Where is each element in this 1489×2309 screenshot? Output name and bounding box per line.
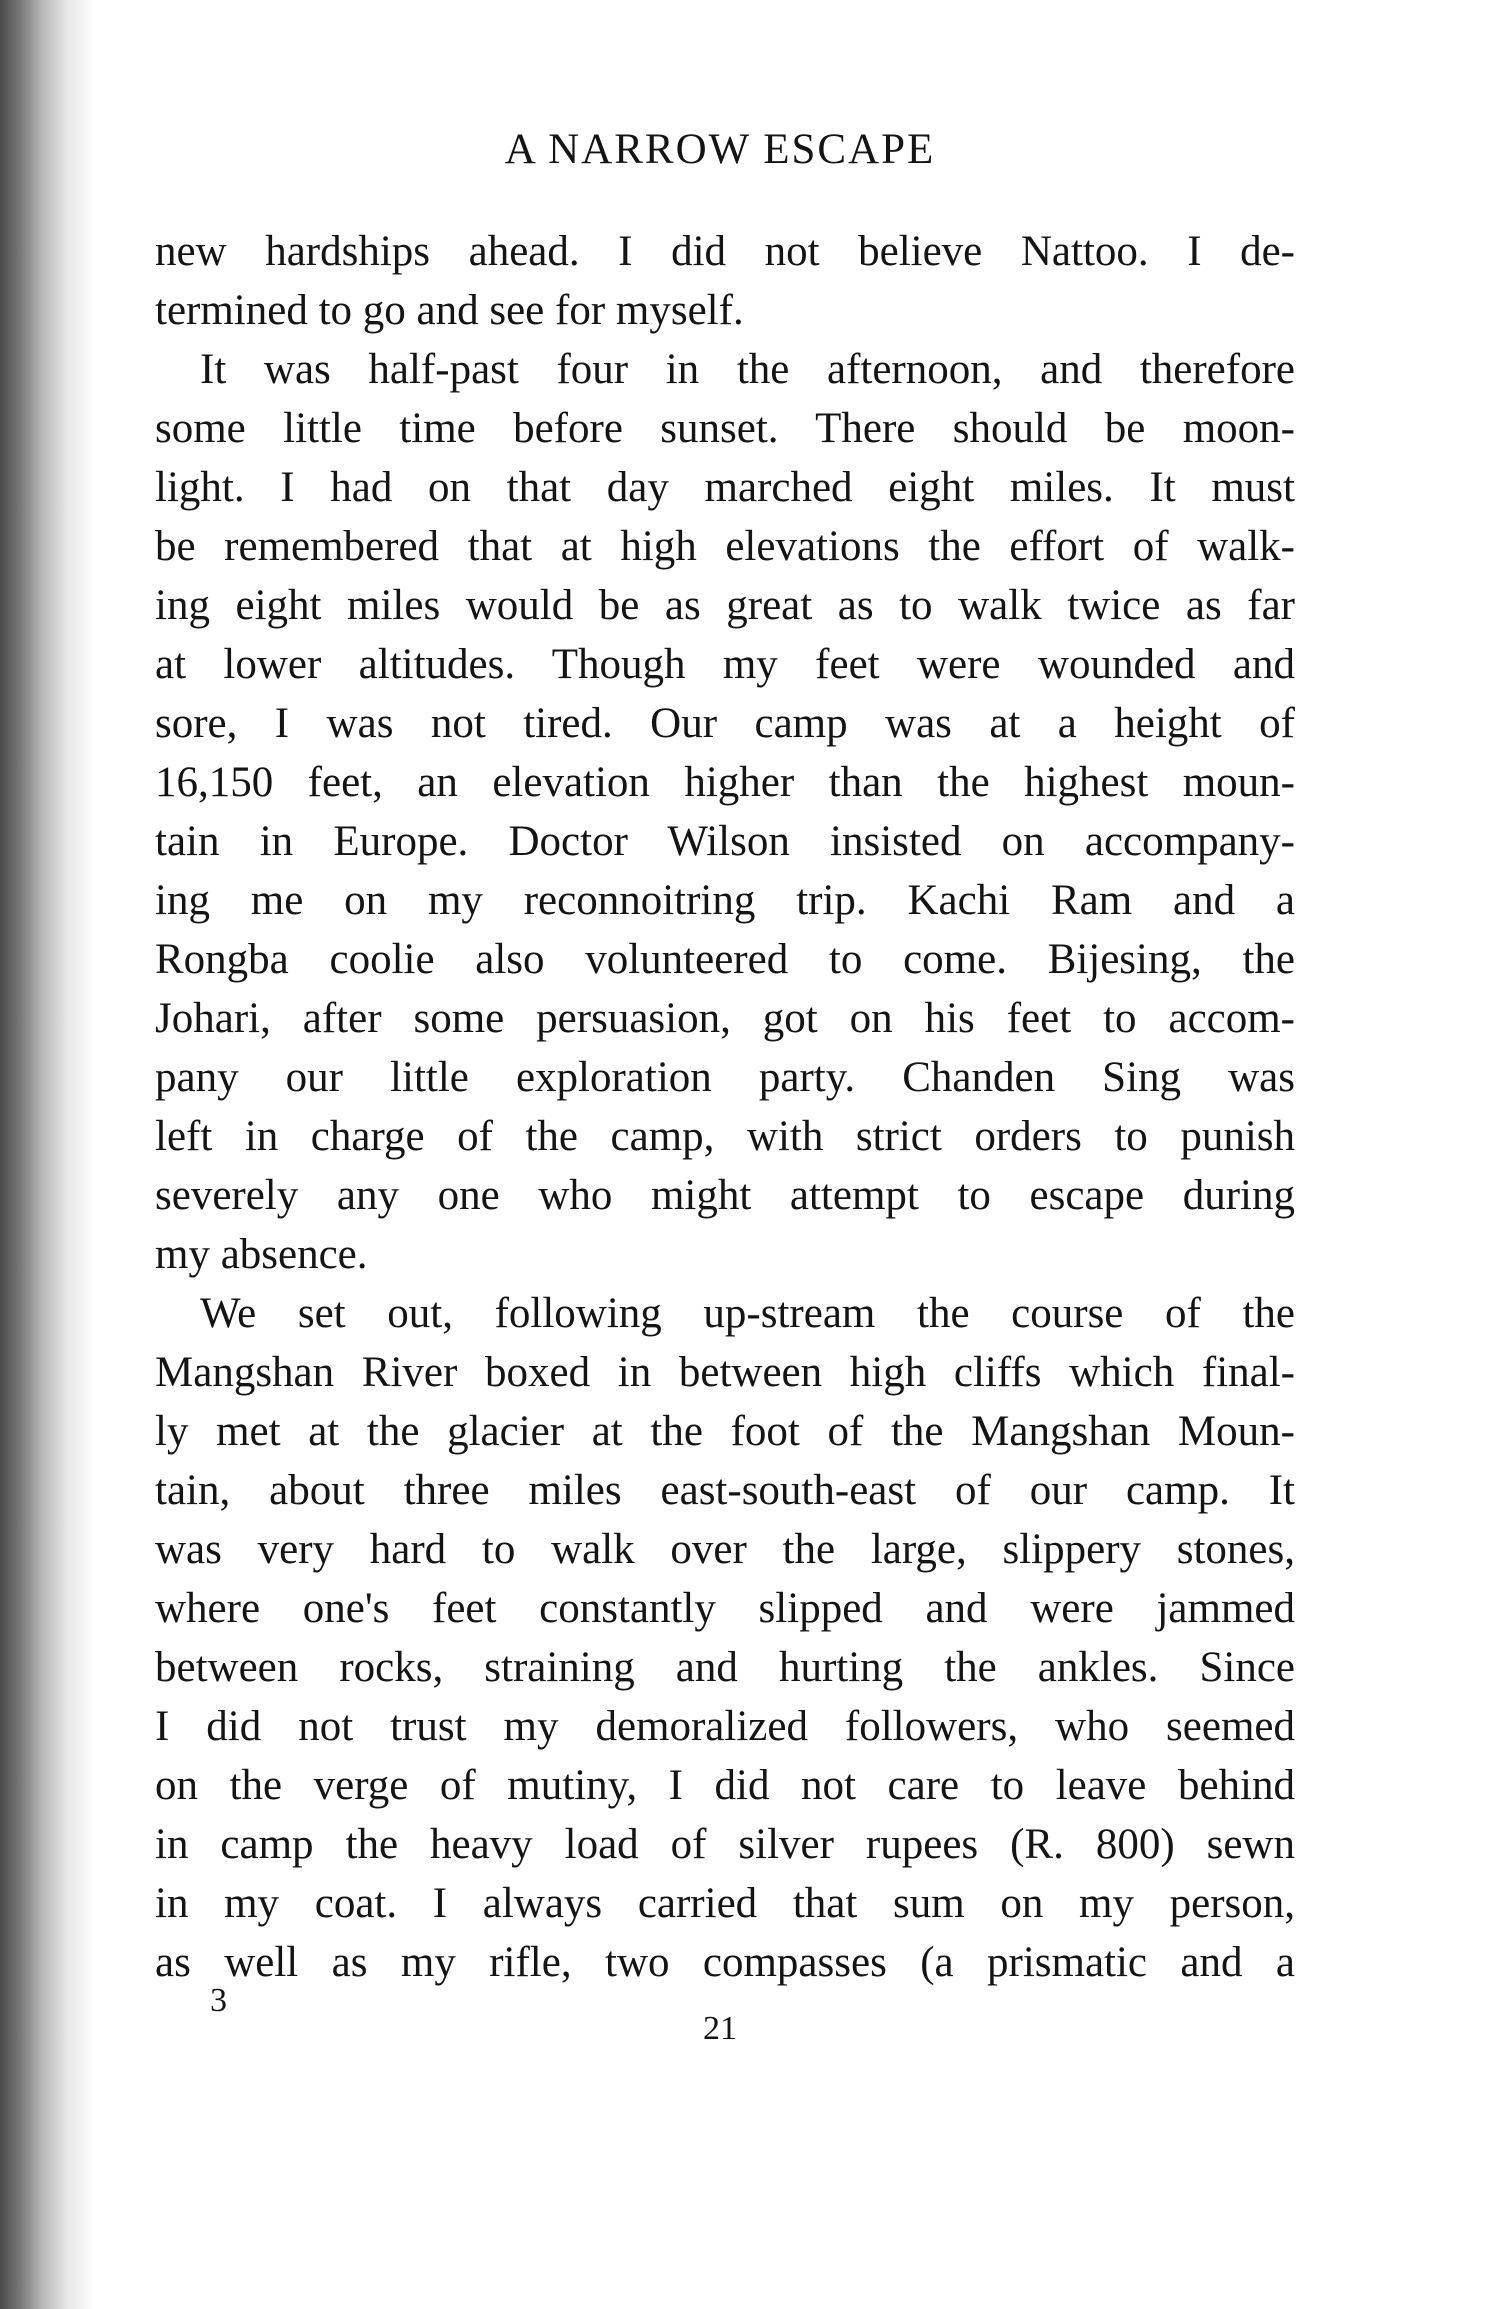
text-line: It was half-past four in the afternoon, and therefore [200, 346, 1295, 393]
text-line: in my coat. I always carried that sum on my person, [155, 1880, 1295, 1927]
running-header: A NARROW ESCAPE [504, 126, 936, 173]
text-line: be remembered that at high elevations the effort of walk- [155, 523, 1295, 570]
text-line: Johari, after some persuasion, got on his feet to accom- [155, 995, 1295, 1042]
text-line: I did not trust my demoralized followers, who seemed [155, 1703, 1295, 1750]
text-line: Rongba coolie also volunteered to come. Bijesing, the [155, 936, 1295, 983]
signature-mark: 3 [210, 1982, 227, 2019]
page-body-text [155, 222, 1295, 1992]
text-line: my absence. [155, 1231, 368, 1278]
text-line: tain, about three miles east-south-east of our camp. It [155, 1467, 1295, 1514]
text-line: We set out, following up-stream the course of the [200, 1290, 1295, 1337]
binding-gutter-shadow [0, 0, 95, 2309]
text-line: on the verge of mutiny, I did not care to leave behind [155, 1762, 1295, 1809]
text-line: tain in Europe. Doctor Wilson insisted on accompany- [155, 818, 1295, 865]
text-line: at lower altitudes. Though my feet were wounded and [155, 641, 1295, 688]
text-line: new hardships ahead. I did not believe Nattoo. I de- [155, 228, 1295, 275]
text-line: where one's feet constantly slipped and were jammed [155, 1585, 1295, 1632]
text-line: Mangshan River boxed in between high cliffs which final- [155, 1349, 1295, 1396]
text-line: ing eight miles would be as great as to walk twice as far [155, 582, 1295, 629]
text-line: between rocks, straining and hurting the ankles. Since [155, 1644, 1295, 1691]
text-line: ing me on my reconnoitring trip. Kachi Ram and a [155, 877, 1295, 924]
text-line: pany our little exploration party. Chanden Sing was [155, 1054, 1295, 1101]
page-number: 21 [703, 2010, 737, 2047]
text-line: as well as my rifle, two compasses (a prismatic and a [155, 1939, 1295, 1986]
text-line: in camp the heavy load of silver rupees (R. 800) sewn [155, 1821, 1295, 1868]
text-line: termined to go and see for myself. [155, 287, 744, 334]
text-line: severely any one who might attempt to escape during [155, 1172, 1295, 1219]
text-line: some little time before sunset. There should be moon- [155, 405, 1295, 452]
text-line: was very hard to walk over the large, slippery stones, [155, 1526, 1295, 1573]
text-line: light. I had on that day marched eight miles. It must [155, 464, 1295, 511]
text-line: sore, I was not tired. Our camp was at a height of [155, 700, 1295, 747]
text-line: ly met at the glacier at the foot of the Mangshan Moun- [155, 1408, 1295, 1455]
text-line: left in charge of the camp, with strict orders to punish [155, 1113, 1295, 1160]
text-line: 16,150 feet, an elevation higher than the highest moun- [155, 759, 1295, 806]
